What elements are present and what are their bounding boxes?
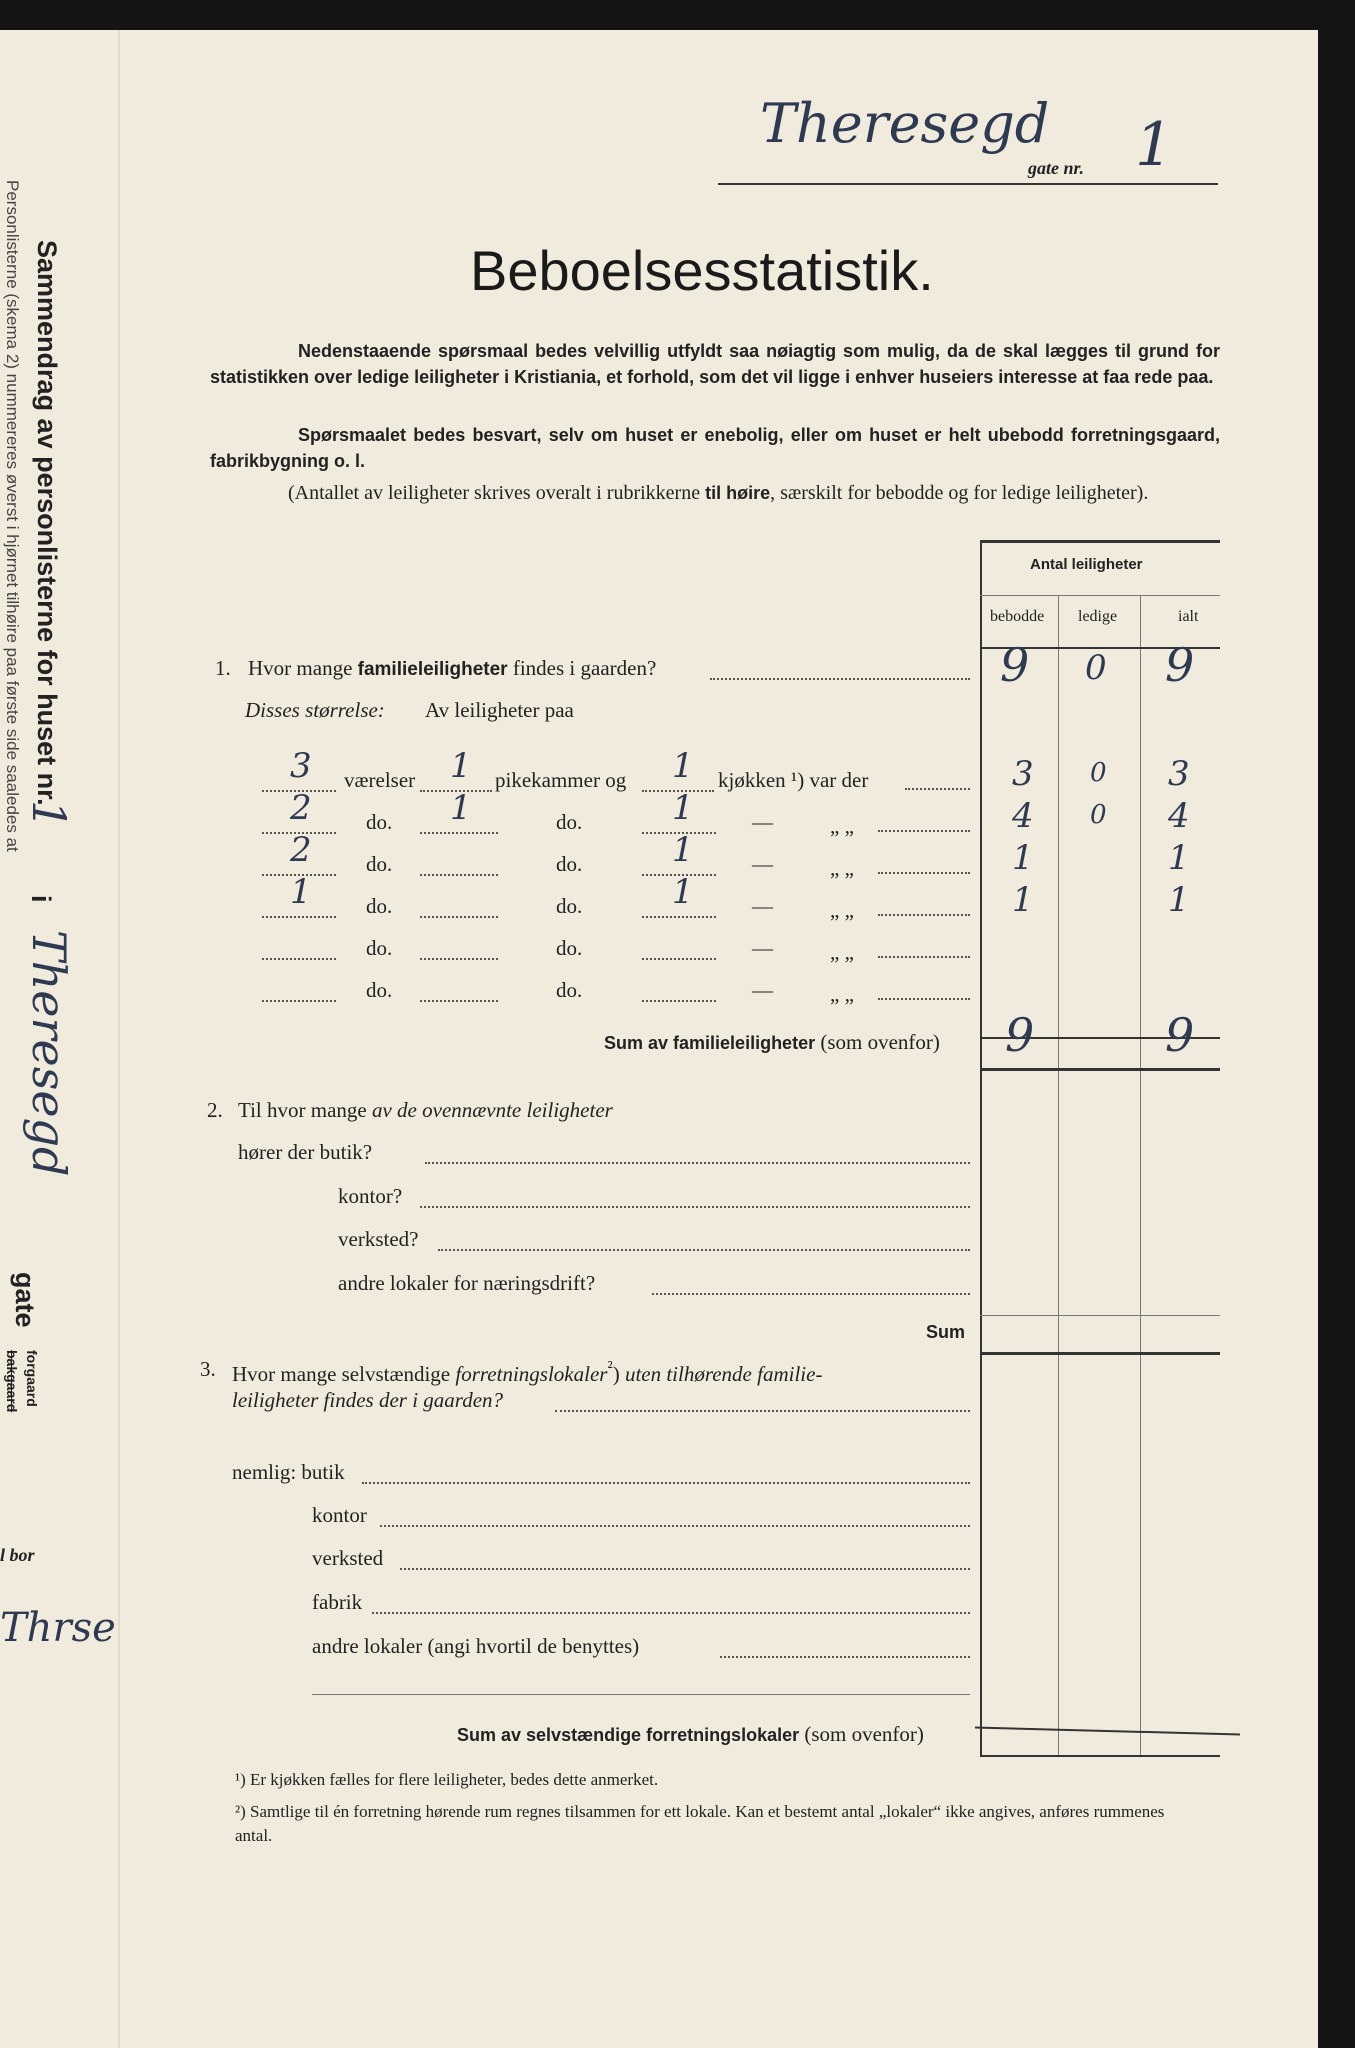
q3-item: fabrik [312, 1590, 363, 1614]
table-left-border [980, 540, 982, 1755]
rooms-blank [262, 1000, 336, 1002]
gate-nr-label: gate nr. [1028, 158, 1085, 178]
margin-title-text: Sammendrag av personlisterne for huset nr. [32, 240, 62, 806]
q1-sum-line-bottom [980, 1068, 1220, 1071]
q3-sum-stroke [975, 1727, 1240, 1736]
ditto-mark: „ „ [830, 940, 854, 964]
row-leader [878, 956, 970, 958]
q3-text-b: forretningslokaler [455, 1362, 608, 1386]
hw-ialt: 1 [1168, 880, 1190, 920]
q3-text-a: Hvor mange selvstændige [232, 1362, 456, 1386]
hw-rooms: 3 [290, 746, 312, 786]
hw-rooms: 2 [290, 788, 312, 828]
q1-text-c: findes i gaarden? [507, 656, 657, 680]
q3-sum-row [457, 1722, 924, 1747]
q3-sum-b: (som ovenfor) [799, 1722, 924, 1746]
hw-ledige: 0 [1090, 800, 1107, 830]
q3-text-c: ) [612, 1362, 625, 1386]
q2-leader-2 [420, 1206, 970, 1208]
q2-leader-1 [425, 1162, 970, 1164]
hw-bebodde: 1 [1012, 838, 1034, 878]
q1-sizes-text: Av leiligheter paa [425, 698, 574, 722]
rooms-label: do. [366, 852, 393, 876]
margin-forgaard: forgaard [24, 1350, 40, 1407]
q1-sum-b: (som ovenfor) [815, 1030, 940, 1054]
rooms-label: do. [366, 810, 393, 834]
margin-hw-street: Theresegd [22, 930, 76, 1177]
row-leader [878, 872, 970, 874]
pike-label: do. [556, 978, 583, 1002]
q2-item-kontor: kontor? [338, 1184, 403, 1208]
kjokken-label: — [752, 894, 773, 918]
q2-item-verksted: verksted? [338, 1227, 419, 1251]
pike-blank [420, 958, 498, 960]
q1-ans-ledige: 0 [1085, 648, 1107, 688]
q2-sum: Sum [926, 1322, 966, 1342]
margin-subtitle: Personlisterne (skema 2) nummereres øverst i hjørnet tilhøire paa første side saaledes at [3, 180, 22, 852]
rooms-label: do. [366, 978, 393, 1002]
kjokken-label: — [752, 978, 773, 1002]
q1-sum-a: Sum av familieleiligheter [604, 1033, 816, 1053]
form-sheet [0, 30, 1318, 2048]
q3-leader [380, 1525, 970, 1527]
hw-ialt: 4 [1168, 796, 1190, 836]
q2-sum-line-bottom [980, 1352, 1220, 1355]
q3-leader [720, 1656, 970, 1658]
hw-kjokken: 1 [672, 872, 694, 912]
q3-leader [372, 1612, 970, 1614]
q2-num: 2. [207, 1098, 223, 1122]
intro-p3-c: , særskilt for bebodde og for ledige leiligheter). [770, 482, 1149, 504]
q2-text [238, 1098, 613, 1123]
q1-sizes-label: Disses størrelse: [245, 698, 385, 722]
hw-ledige: 0 [1090, 758, 1107, 788]
q2-leader-4 [652, 1293, 970, 1295]
row-leader [878, 830, 970, 832]
q2-text-a: Til hvor mange [238, 1098, 372, 1122]
kjokken-blank [642, 958, 716, 960]
q3-leader [400, 1568, 970, 1570]
table-divider-2 [1140, 595, 1141, 1755]
q3-item: andre lokaler (angi hvortil de benyttes) [312, 1634, 640, 1658]
kjokken-label: kjøkken ¹) var der [718, 768, 869, 792]
q3-text [232, 1357, 822, 1387]
ditto-mark: „ „ [830, 898, 854, 922]
hw-rooms: 1 [290, 872, 312, 912]
hw-ialt: 3 [1168, 754, 1190, 794]
header-street-line [718, 183, 1218, 185]
table-header-sep [980, 595, 1220, 596]
footnote-2: ²) Samtlige til én forretning hørende rum regnes tilsammen for ett lokale. Kan et bestemt antal „lokaler“ ikke angives, anføres rummenes antal. [235, 1802, 1165, 1845]
q1-sum-ialt: 9 [1165, 1008, 1195, 1062]
header-hw-number: 1 [1135, 110, 1174, 180]
margin-gate: gate [10, 1272, 40, 1328]
hw-pike: 1 [450, 788, 472, 828]
table-top-line [980, 540, 1220, 543]
margin-bor: l bor [0, 1545, 35, 1565]
q2-leader-3 [438, 1249, 970, 1251]
q1-leader [710, 678, 970, 680]
table-title: Antal leiligheter [1030, 556, 1143, 573]
hw-kjokken: 1 [672, 830, 694, 870]
q1-text [248, 656, 656, 681]
margin-hw-bottom: Thrse [0, 1605, 116, 1651]
ditto-mark: „ „ [830, 856, 854, 880]
hw-bebodde: 4 [1012, 796, 1034, 836]
margin-bakgaard: bakgaard [4, 1350, 20, 1413]
hw-ialt: 1 [1168, 838, 1190, 878]
pike-label: do. [556, 936, 583, 960]
rooms-label: do. [366, 894, 393, 918]
kjokken-label: — [752, 852, 773, 876]
pike-blank [420, 1000, 498, 1002]
q3-num: 3. [200, 1357, 216, 1381]
q3-sum-a: Sum av selvstændige forretningslokaler [457, 1725, 800, 1745]
hw-pike: 1 [450, 746, 472, 786]
col-ledige: ledige [1078, 608, 1118, 625]
rooms-label: værelser [344, 768, 416, 792]
col-ialt: ialt [1178, 608, 1199, 625]
table-divider-1 [1058, 595, 1059, 1755]
rooms-label: do. [366, 936, 393, 960]
q2-text-b: av de ovennævnte leiligheter [371, 1098, 613, 1122]
q2-item-butik: hører der butik? [238, 1140, 373, 1164]
q1-ans-ialt: 9 [1165, 638, 1195, 692]
intro-p1 [210, 338, 1220, 390]
pike-label: pikekammer og [495, 768, 627, 792]
q1-text-a: Hvor mange [248, 656, 358, 680]
hw-kjokken: 1 [672, 788, 694, 828]
intro-p2-text: Spørsmaalet bedes besvart, selv om huset er enebolig, eller om huset er helt ubebodd forretningsgaard, fabrikbygning o. l. [210, 425, 1220, 471]
q3-item: verksted [312, 1546, 384, 1570]
q3-item: kontor [312, 1503, 367, 1527]
header-hw-street: Theresegd [760, 92, 1050, 155]
margin-hw-number: 1 [22, 800, 76, 830]
intro-p1-text: Nedenstaaende spørsmaal bedes velvillig utfyldt saa nøiagtig som mulig, da de skal lægges til grund for statistikken over ledige leiligheter i Kristiania, et forhold, som det vil ligge i enhver huseiers interesse at faa rede paa. [210, 341, 1220, 387]
ditto-mark: „ „ [830, 814, 854, 838]
q1-ans-bebodde: 9 [1000, 638, 1030, 692]
rooms-blank [262, 958, 336, 960]
ditto-mark: „ „ [830, 982, 854, 1006]
kjokken-label: — [752, 936, 773, 960]
page-title: Beboelsesstatistik. [470, 239, 934, 302]
q3-leader-0 [555, 1410, 970, 1412]
margin-word-i: i [26, 895, 56, 903]
q3-leader [362, 1482, 970, 1484]
pike-blank [420, 832, 498, 834]
pike-label: do. [556, 894, 583, 918]
q1-sum-row [604, 1030, 940, 1055]
hw-rooms: 2 [290, 830, 312, 870]
kjokken-blank [642, 916, 716, 918]
q3-item: nemlig: butik [232, 1460, 345, 1484]
hw-bebodde: 1 [1012, 880, 1034, 920]
q1-text-b: familieleiligheter [357, 659, 508, 680]
intro-p2 [210, 422, 1220, 474]
q2-item-andre: andre lokaler for næringsdrift? [338, 1271, 596, 1295]
rooms-blank [262, 916, 336, 918]
kjokken-label: — [752, 810, 773, 834]
row-leader [905, 788, 970, 790]
q3-sum-line-bottom [980, 1755, 1220, 1757]
q2-sum-line-top [980, 1315, 1220, 1316]
intro-p3-a: (Antallet av leiligheter skrives overalt i rubrikkerne [288, 482, 706, 504]
pike-label: do. [556, 810, 583, 834]
hw-bebodde: 3 [1012, 754, 1034, 794]
q3-text-sup: ² [607, 1357, 613, 1377]
q3-text-e: leiligheter findes der i gaarden? [232, 1388, 504, 1412]
footnote-1: ¹) Er kjøkken fælles for flere leiligheter, bedes dette anmerket. [235, 1770, 659, 1789]
row-leader [878, 914, 970, 916]
pike-label: do. [556, 852, 583, 876]
hw-kjokken: 1 [672, 746, 694, 786]
intro-p3 [210, 480, 1220, 506]
pike-blank [420, 874, 498, 876]
q3-text-d: uten tilhørende familie- [624, 1362, 823, 1386]
q1-sum-bebodde: 9 [1005, 1008, 1035, 1062]
col-bebodde: bebodde [990, 608, 1045, 625]
q1-num: 1. [215, 656, 231, 680]
kjokken-blank [642, 1000, 716, 1002]
margin-title [31, 240, 62, 806]
intro-p3-b: til høire [705, 483, 771, 503]
row-leader [878, 998, 970, 1000]
pike-blank [420, 916, 498, 918]
q3-blank-line [312, 1694, 970, 1695]
